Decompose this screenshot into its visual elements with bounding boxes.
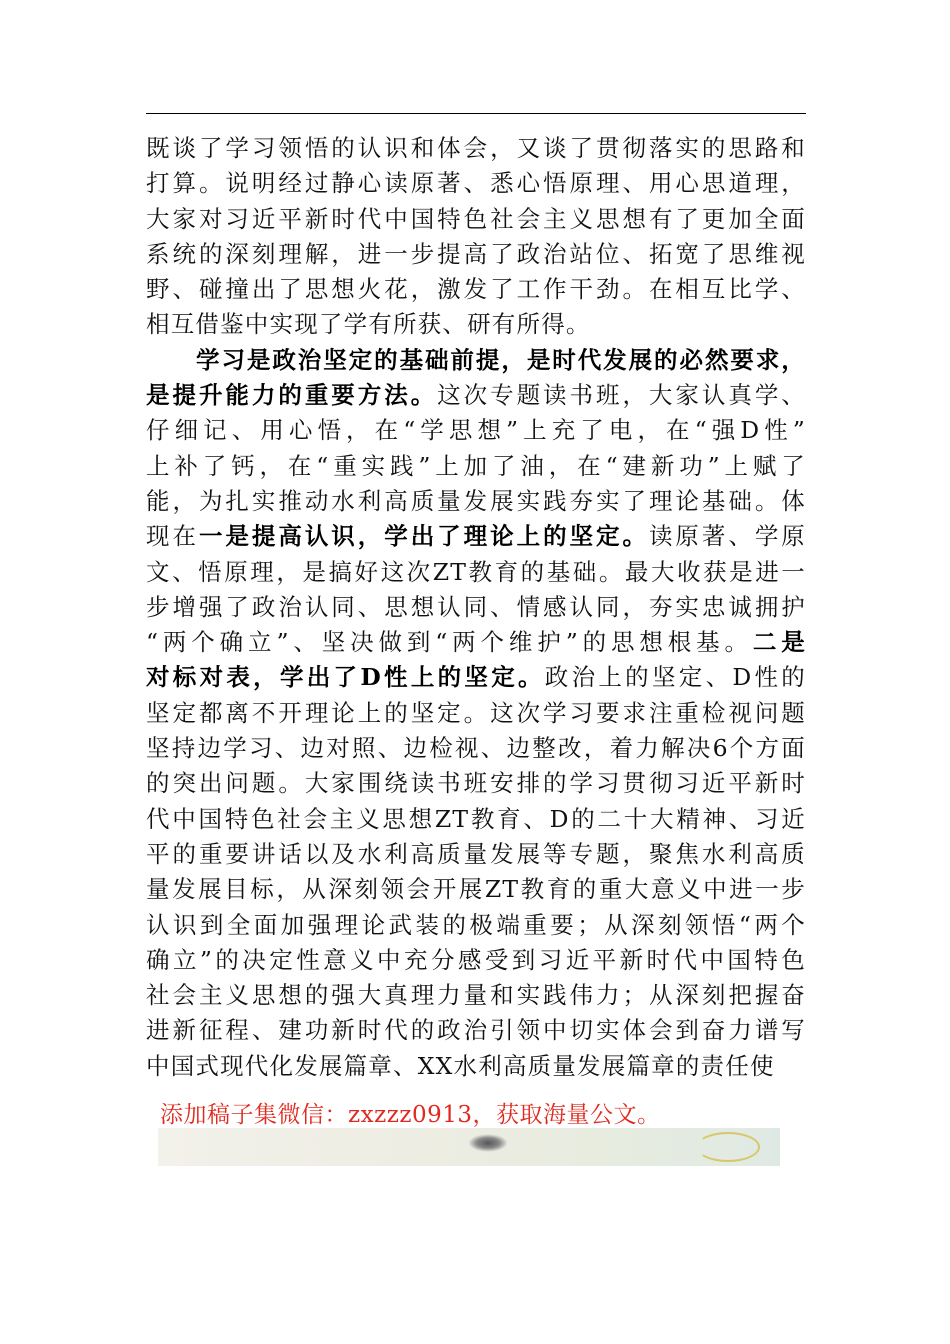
text-line <box>146 519 806 554</box>
text-line <box>146 237 806 272</box>
bold-text-run: 一是提高认识，学出了理论上的坚定。 <box>198 522 649 551</box>
bold-text-run: 对标对表，学出了D性上的坚定。 <box>146 663 545 692</box>
text-line <box>146 625 806 660</box>
text-run: 大家对习近平新时代中国特色社会主义思想有了更加全面 <box>146 204 806 233</box>
bird-decoration-icon <box>468 1134 508 1152</box>
text-line <box>146 343 806 378</box>
text-line <box>146 1013 806 1048</box>
text-run: 政治上的坚定、D性的 <box>544 663 806 692</box>
document-body <box>146 131 806 1084</box>
text-run: 认识到全面加强理论武装的极端重要；从深刻领悟“两个 <box>146 910 806 939</box>
text-run: 的突出问题。大家围绕读书班安排的学习贯彻习近平新时 <box>146 769 806 798</box>
text-run: 坚定都离不开理论上的坚定。这次学习要求注重检视问题 <box>146 698 806 727</box>
paragraph <box>146 343 806 1084</box>
text-line <box>146 943 806 978</box>
text-line <box>146 978 806 1013</box>
text-line <box>146 1049 806 1084</box>
text-run: 仔细记、用心悟，在“学思想”上充了电，在“强D性” <box>146 416 806 445</box>
text-run: 进新征程、建功新时代的政治引领中切实体会到奋力谱写 <box>146 1016 806 1045</box>
text-run: 中国式现代化发展篇章、XX水利高质量发展篇章的责任使 <box>146 1051 775 1080</box>
text-run: 系统的深刻理解，进一步提高了政治站位、拓宽了思维视 <box>146 239 806 268</box>
text-line <box>146 449 806 484</box>
banner-image[interactable] <box>158 1128 780 1166</box>
text-line <box>146 660 806 695</box>
text-run: 既谈了学习领悟的认识和体会，又谈了贯彻落实的思路和 <box>146 134 806 162</box>
text-run: 坚持边学习、边对照、边检视、边整改，着力解决6个方面 <box>146 734 806 763</box>
text-run: 野、碰撞出了思想火花，激发了工作干劲。在相互比学、 <box>146 275 806 304</box>
text-line <box>146 731 806 766</box>
text-line <box>146 378 806 413</box>
text-line <box>146 307 806 342</box>
bold-text-run: 二是 <box>752 628 806 657</box>
text-line <box>146 413 806 448</box>
text-line <box>146 555 806 590</box>
text-run: 这次专题读书班，大家认真学、 <box>437 381 806 410</box>
text-run: 平的重要讲话以及水利高质量发展等专题，聚焦水利高质 <box>146 839 806 868</box>
text-line <box>146 802 806 837</box>
promo-text[interactable]: 添加稿子集微信：zxzzz0913，获取海量公文。 <box>160 1102 661 1128</box>
text-run: 上补了钙，在“重实践”上加了油，在“建新功”上赋了 <box>146 451 806 480</box>
text-run: 量发展目标，从深刻领会开展ZT教育的重大意义中进一步 <box>146 875 806 904</box>
text-run: 能，为扎实推动水利高质量发展实践夯实了理论基础。体 <box>146 486 806 515</box>
bold-text-run: 是提升能力的重要方法。 <box>146 381 438 410</box>
text-line <box>146 166 806 201</box>
bold-text-run: 学习是政治坚定的基础前提，是时代发展的必然要求， <box>196 345 806 374</box>
text-line <box>146 202 806 237</box>
text-run: 文、悟原理，是搞好这次ZT教育的基础。最大收获是进一 <box>146 557 806 586</box>
text-run: 打算。说明经过静心读原著、悉心悟原理、用心思道理， <box>146 169 806 198</box>
text-line <box>146 872 806 907</box>
text-line <box>146 590 806 625</box>
paragraph <box>146 131 806 343</box>
swirl-decoration-icon <box>696 1132 760 1162</box>
text-line <box>146 484 806 519</box>
text-line <box>146 696 806 731</box>
text-line <box>146 837 806 872</box>
text-run: 相互借鉴中实现了学有所获、研有所得。 <box>146 310 591 339</box>
text-run: 确立”的决定性意义中充分感受到习近平新时代中国特色 <box>146 945 806 974</box>
text-line <box>146 131 806 166</box>
text-run: “两个确立”、坚决做到“两个维护”的思想根基。 <box>146 628 753 657</box>
text-line <box>146 908 806 943</box>
text-run: 代中国特色社会主义思想ZT教育、D的二十大精神、习近 <box>146 804 806 833</box>
text-run: 社会主义思想的强大真理力量和实践伟力；从深刻把握奋 <box>146 981 806 1010</box>
text-run: 现在 <box>146 522 199 551</box>
header-rule <box>146 113 806 114</box>
text-line <box>146 766 806 801</box>
text-run: 读原著、学原 <box>648 522 806 551</box>
text-run: 步增强了政治认同、思想认同、情感认同，夯实忠诚拥护 <box>146 592 806 621</box>
text-line <box>146 272 806 307</box>
